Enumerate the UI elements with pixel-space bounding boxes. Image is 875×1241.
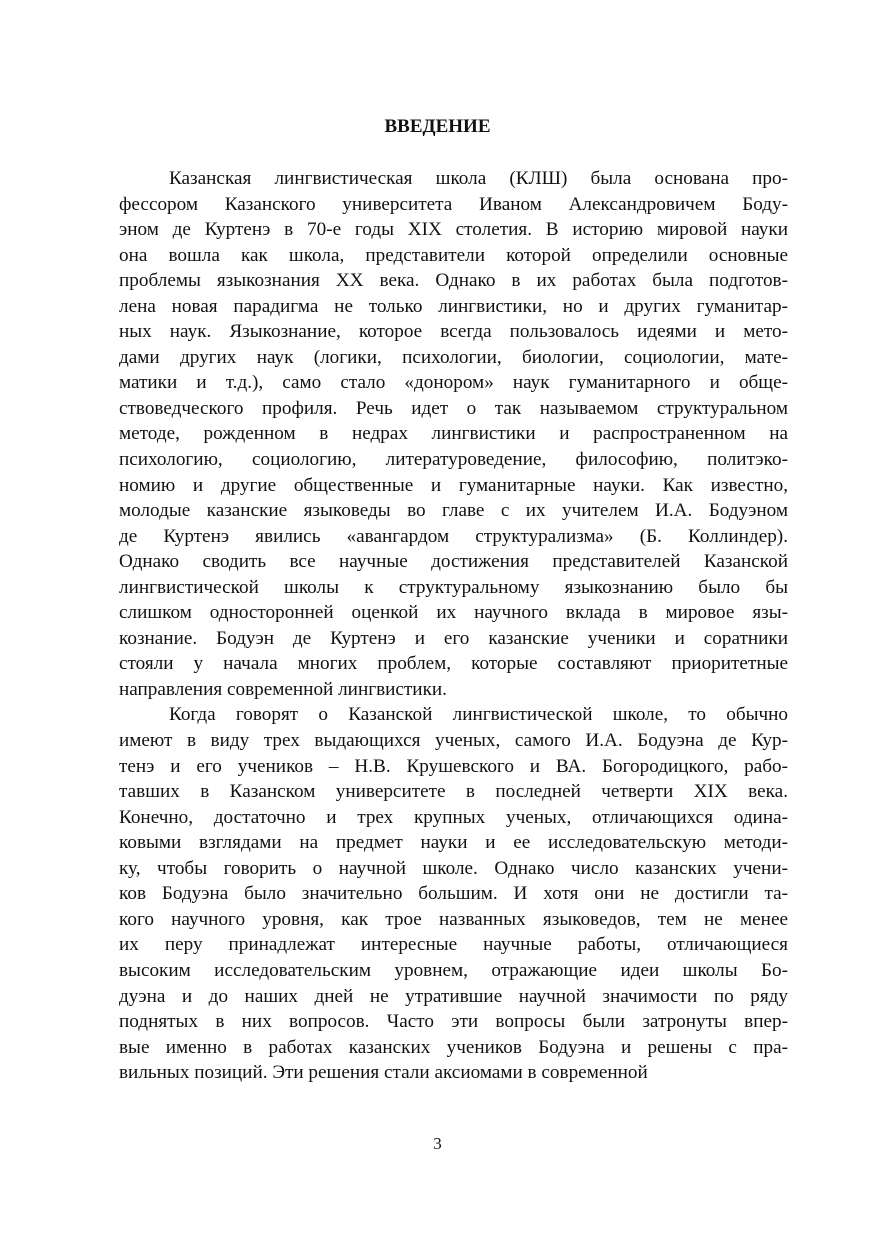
text-line: лингвистической школы к структуральному языкознанию было бы <box>119 576 788 598</box>
paragraph <box>119 702 788 1085</box>
text-line: ных наук. Языкознание, которое всегда пользовалось идеями и мето- <box>119 321 788 343</box>
text-line: имеют в виду трех выдающихся ученых, самого И.А. Бодуэна де Кур- <box>119 730 788 752</box>
text-line: эном де Куртенэ в 70-е годы XIX столетия. В историю мировой науки <box>119 219 788 241</box>
paragraph <box>119 166 788 702</box>
text-line: Казанская лингвистическая школа (КЛШ) была основана про- <box>169 168 788 189</box>
body-text <box>119 166 788 1086</box>
text-line: тавших в Казанском университете в последней четверти XIX века. <box>119 781 788 803</box>
page-title: ВВЕДЕНИЕ <box>384 116 491 137</box>
text-line: Когда говорят о Казанской лингвистической школе, то обычно <box>169 704 788 726</box>
text-line: номию и другие общественные и гуманитарные науки. Как известно, <box>119 474 788 496</box>
text-line: дами других наук (логики, психологии, биологии, социологии, мате- <box>119 346 788 368</box>
text-line: слишком односторонней оценкой их научного вклада в мировое язы- <box>119 602 788 624</box>
text-line: ку, чтобы говорить о научной школе. Однако число казанских учени- <box>119 857 788 879</box>
text-line: кого научного уровня, как трое названных языковедов, тем не менее <box>119 908 788 930</box>
text-line: она вошла как школа, представители которой определили основные <box>119 244 788 266</box>
text-line: вильных позиций. Эти решения стали аксиомами в современной <box>119 1062 648 1084</box>
text-line: де Куртенэ явились «авангардом структурализма» (Б. Коллиндер). <box>119 525 788 547</box>
text-line: кознание. Бодуэн де Куртенэ и его казанские ученики и соратники <box>119 627 788 649</box>
text-line: тенэ и его учеников – Н.В. Крушевского и ВА. Богородицкого, рабо- <box>119 755 788 777</box>
text-line: высоким исследовательским уровнем, отражающие идеи школы Бо- <box>119 959 788 981</box>
text-line: проблемы языкознания XX века. Однако в их работах была подготов- <box>119 270 788 292</box>
text-line: поднятых в них вопросов. Часто эти вопросы были затронуты впер- <box>119 1011 788 1033</box>
text-line: вые именно в работах казанских учеников Бодуэна и решены с пра- <box>119 1036 788 1058</box>
text-line: стояли у начала многих проблем, которые составляют приоритетные <box>119 653 788 675</box>
text-line: Однако сводить все научные достижения представителей Казанской <box>119 551 788 573</box>
page-number: 3 <box>433 1134 442 1153</box>
text-line: их перу принадлежат интересные научные работы, отличающиеся <box>119 934 788 956</box>
text-line: лена новая парадигма не только лингвистики, но и других гуманитар- <box>119 295 788 317</box>
text-line: фессором Казанского университета Иваном Александровичем Боду- <box>119 193 788 215</box>
text-line: направления современной лингвистики. <box>119 678 447 700</box>
text-line: Конечно, достаточно и трех крупных ученых, отличающихся одина- <box>119 806 788 828</box>
text-line: дуэна и до наших дней не утратившие научной значимости по ряду <box>119 985 788 1007</box>
text-line: психологию, социологию, литературоведение, философию, политэко- <box>119 449 788 471</box>
text-line: методе, рожденном в недрах лингвистики и распространенном на <box>119 423 788 445</box>
text-line: матики и т.д.), само стало «донором» наук гуманитарного и обще- <box>119 372 788 394</box>
text-line: ковыми взглядами на предмет науки и ее исследовательскую методи- <box>119 832 788 854</box>
text-line: ствоведческого профиля. Речь идет о так называемом структуральном <box>119 397 788 419</box>
text-line: молодые казанские языковеды во главе с их учителем И.А. Бодуэном <box>119 500 788 522</box>
text-line: ков Бодуэна было значительно большим. И хотя они не достигли та- <box>119 883 788 905</box>
